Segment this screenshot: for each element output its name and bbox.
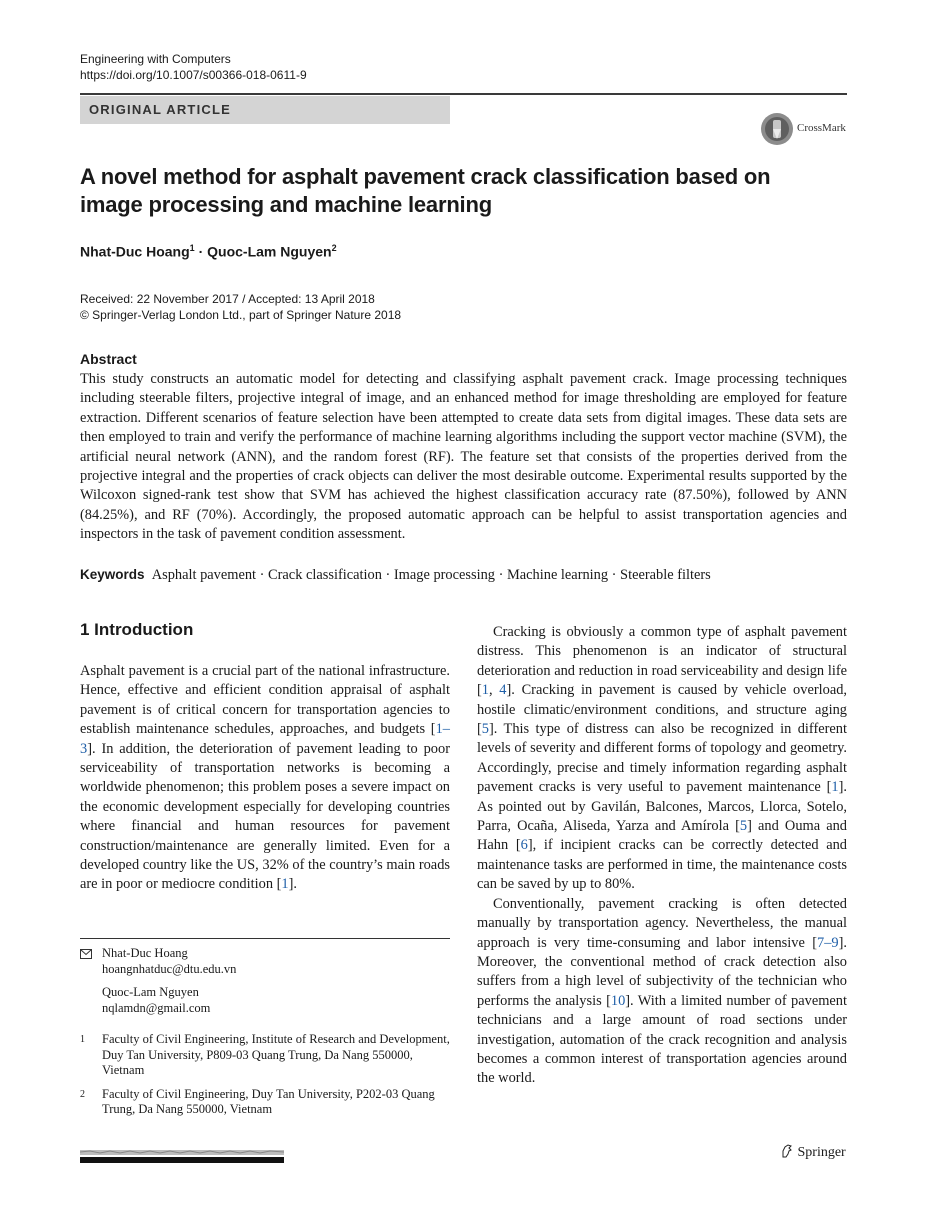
affiliation-1 xyxy=(80,1032,450,1079)
received-dates: Received: 22 November 2017 / Accepted: 13 April 2018 xyxy=(80,292,375,306)
crossmark-badge[interactable] xyxy=(760,112,850,148)
publisher-name: Springer xyxy=(797,1145,846,1160)
crossmark-icon xyxy=(760,112,794,146)
citation-link[interactable]: 6 xyxy=(520,837,528,854)
affiliation-text: Faculty of Civil Engineering, Institute of Research and Development, Duy Tan University, P809-03 Quang Trung, Da Nang 550000, Vietnam xyxy=(102,1032,450,1077)
footnotes xyxy=(80,946,450,1118)
article-type-label: ORIGINAL ARTICLE xyxy=(89,102,231,117)
author-list xyxy=(80,243,337,260)
affiliation-2 xyxy=(80,1087,450,1118)
citation-link[interactable]: 1–3 xyxy=(80,721,450,757)
printer-bar xyxy=(80,1148,284,1164)
section-heading-introduction: 1 Introduction xyxy=(80,620,194,639)
affiliation-text: Faculty of Civil Engineering, Duy Tan University, P202-03 Quang Trung, Da Nang 550000, Vietnam xyxy=(102,1086,435,1116)
citation-link[interactable]: 1 xyxy=(481,682,489,699)
author-2[interactable]: Quoc-Lam Nguyen xyxy=(207,243,332,260)
article-title: A novel method for asphalt pavement crack classification based on image processing and machine learning xyxy=(80,164,771,217)
corresponding-author-email[interactable]: hoangnhatduc@dtu.edu.vn xyxy=(102,961,237,976)
author-2-affiliation: 2 xyxy=(331,243,337,253)
publisher-logo xyxy=(780,1144,846,1161)
corresponding-author-name: Nhat-Duc Hoang xyxy=(102,946,188,960)
copyright-notice: © Springer-Verlag London Ltd., part of Springer Nature 2018 xyxy=(80,308,402,322)
paragraph: Asphalt pavement is a crucial part of the national infrastructure. Hence, effective and efficient condition appraisal of asphalt pavement is of critical concern for transportation agencies to establish maintenance schedules, approaches, and budgets [1–3]. In addition, the deterioration of pavement leading to poor serviceability of transportation networks is becoming a worldwide phenomenon; this problem poses a severe impact on the economic development especially for developing countries where financial and human resources for pavement construction/maintenance are generally limited. Even for a developed country like the US, 32% of the country’s main roads are in poor or mediocre condition [1]. xyxy=(80,663,450,893)
keywords-label: Keywords xyxy=(80,567,145,582)
author-separator: · xyxy=(194,243,208,260)
abstract-text: This study constructs an automatic model for detecting and classifying asphalt pavement crack. Image processing techniques including steerable filters, projective integral of image, and an enhanced method for image thresholding are employed for feature extraction. Different scenarios of feature selection have been attempted to create data sets from digital images. These data sets are then employed to train and verify the performance of machine learning algorithms including the support vector machine (SVM), the artificial neural network (ANN), and the random forest (RF). The feature set that consists of the properties derived from the projective integral and the properties of crack objects can deliver the most desirable outcome. Experimental results supported by the Wilcoxon signed-rank test show that SVM has achieved the highest classification accuracy rate (87.50%), followed by ANN (84.25%), and RF (70%). Accordingly, the proposed automatic approach can be helpful to assist transportation agencies and inspectors in the task of pavement condition assessment. xyxy=(80,371,847,543)
citation-link[interactable]: 10 xyxy=(610,992,626,1009)
email-icon xyxy=(80,949,92,959)
affiliation-mark: 2 xyxy=(80,1088,85,1100)
springer-horse-icon xyxy=(780,1144,794,1158)
paragraph: Conventionally, pavement cracking is often detected manually by transportation agency. Nevertheless, the manual approach is very time-consuming and labor intensive [7–9]. Moreover, the conventional method of crack detection also suffers from a high level of subjectivity of the technician who performs the analysis [10]. With a limited number of pavement technicians and a large amount of road sections under investigation, automation of the crack recognition and analysis becomes a common interest of transportation agencies around the world. xyxy=(477,895,847,1087)
citation-link[interactable]: 7–9 xyxy=(817,934,839,951)
citation-link[interactable]: 1 xyxy=(831,779,839,796)
abstract-heading: Abstract xyxy=(80,351,137,367)
doi-link[interactable]: https://doi.org/10.1007/s00366-018-0611-9 xyxy=(80,68,307,82)
right-column xyxy=(477,623,847,1089)
citation-link[interactable]: 5 xyxy=(481,721,489,738)
footnote-rule xyxy=(80,938,450,939)
citation-link[interactable]: 5 xyxy=(739,818,748,835)
crossmark-label: CrossMark xyxy=(797,122,846,134)
article-type-banner xyxy=(80,96,450,124)
author-1-affiliation: 1 xyxy=(189,243,195,253)
corresponding-author-email[interactable]: nqlamdn@gmail.com xyxy=(102,1000,211,1015)
citation-link[interactable]: 1 xyxy=(281,876,289,893)
paragraph: Cracking is obviously a common type of asphalt pavement distress. This phenomenon is an indicator of structural deterioration and reduction in road serviceability and design life [1, 4]. Cracking in pavement is caused by vehicle overload, hostile climatic/environment conditions, and structure aging [5]. This type of distress can also be recognized in different levels of severity and different forms of topology and geometry. Accordingly, precise and timely information regarding asphalt pavement cracks is very useful to pavement maintenance [1]. As pointed out by Gavilán, Balcones, Marcos, Llorca, Sotelo, Parra, Ocaña, Aliseda, Yarza and Amírola [5] and Ouma and Hahn [6], if incipient cracks can be correctly detected and maintenance tasks are performed in time, the maintenance costs can be saved by up to 80%. xyxy=(477,624,848,893)
header-rule xyxy=(80,93,847,95)
journal-name: Engineering with Computers xyxy=(80,52,231,66)
corresponding-author-name: Quoc-Lam Nguyen xyxy=(102,985,199,999)
author-1[interactable]: Nhat-Duc Hoang xyxy=(80,243,190,260)
affiliation-mark: 1 xyxy=(80,1034,85,1045)
left-column xyxy=(80,662,450,895)
keywords xyxy=(80,565,847,585)
keywords-list: Asphalt pavement · Crack classification · Image processing · Machine learning · Steerable filters xyxy=(151,567,711,583)
corresponding-authors xyxy=(80,946,450,1016)
citation-link[interactable]: 4 xyxy=(499,682,507,699)
